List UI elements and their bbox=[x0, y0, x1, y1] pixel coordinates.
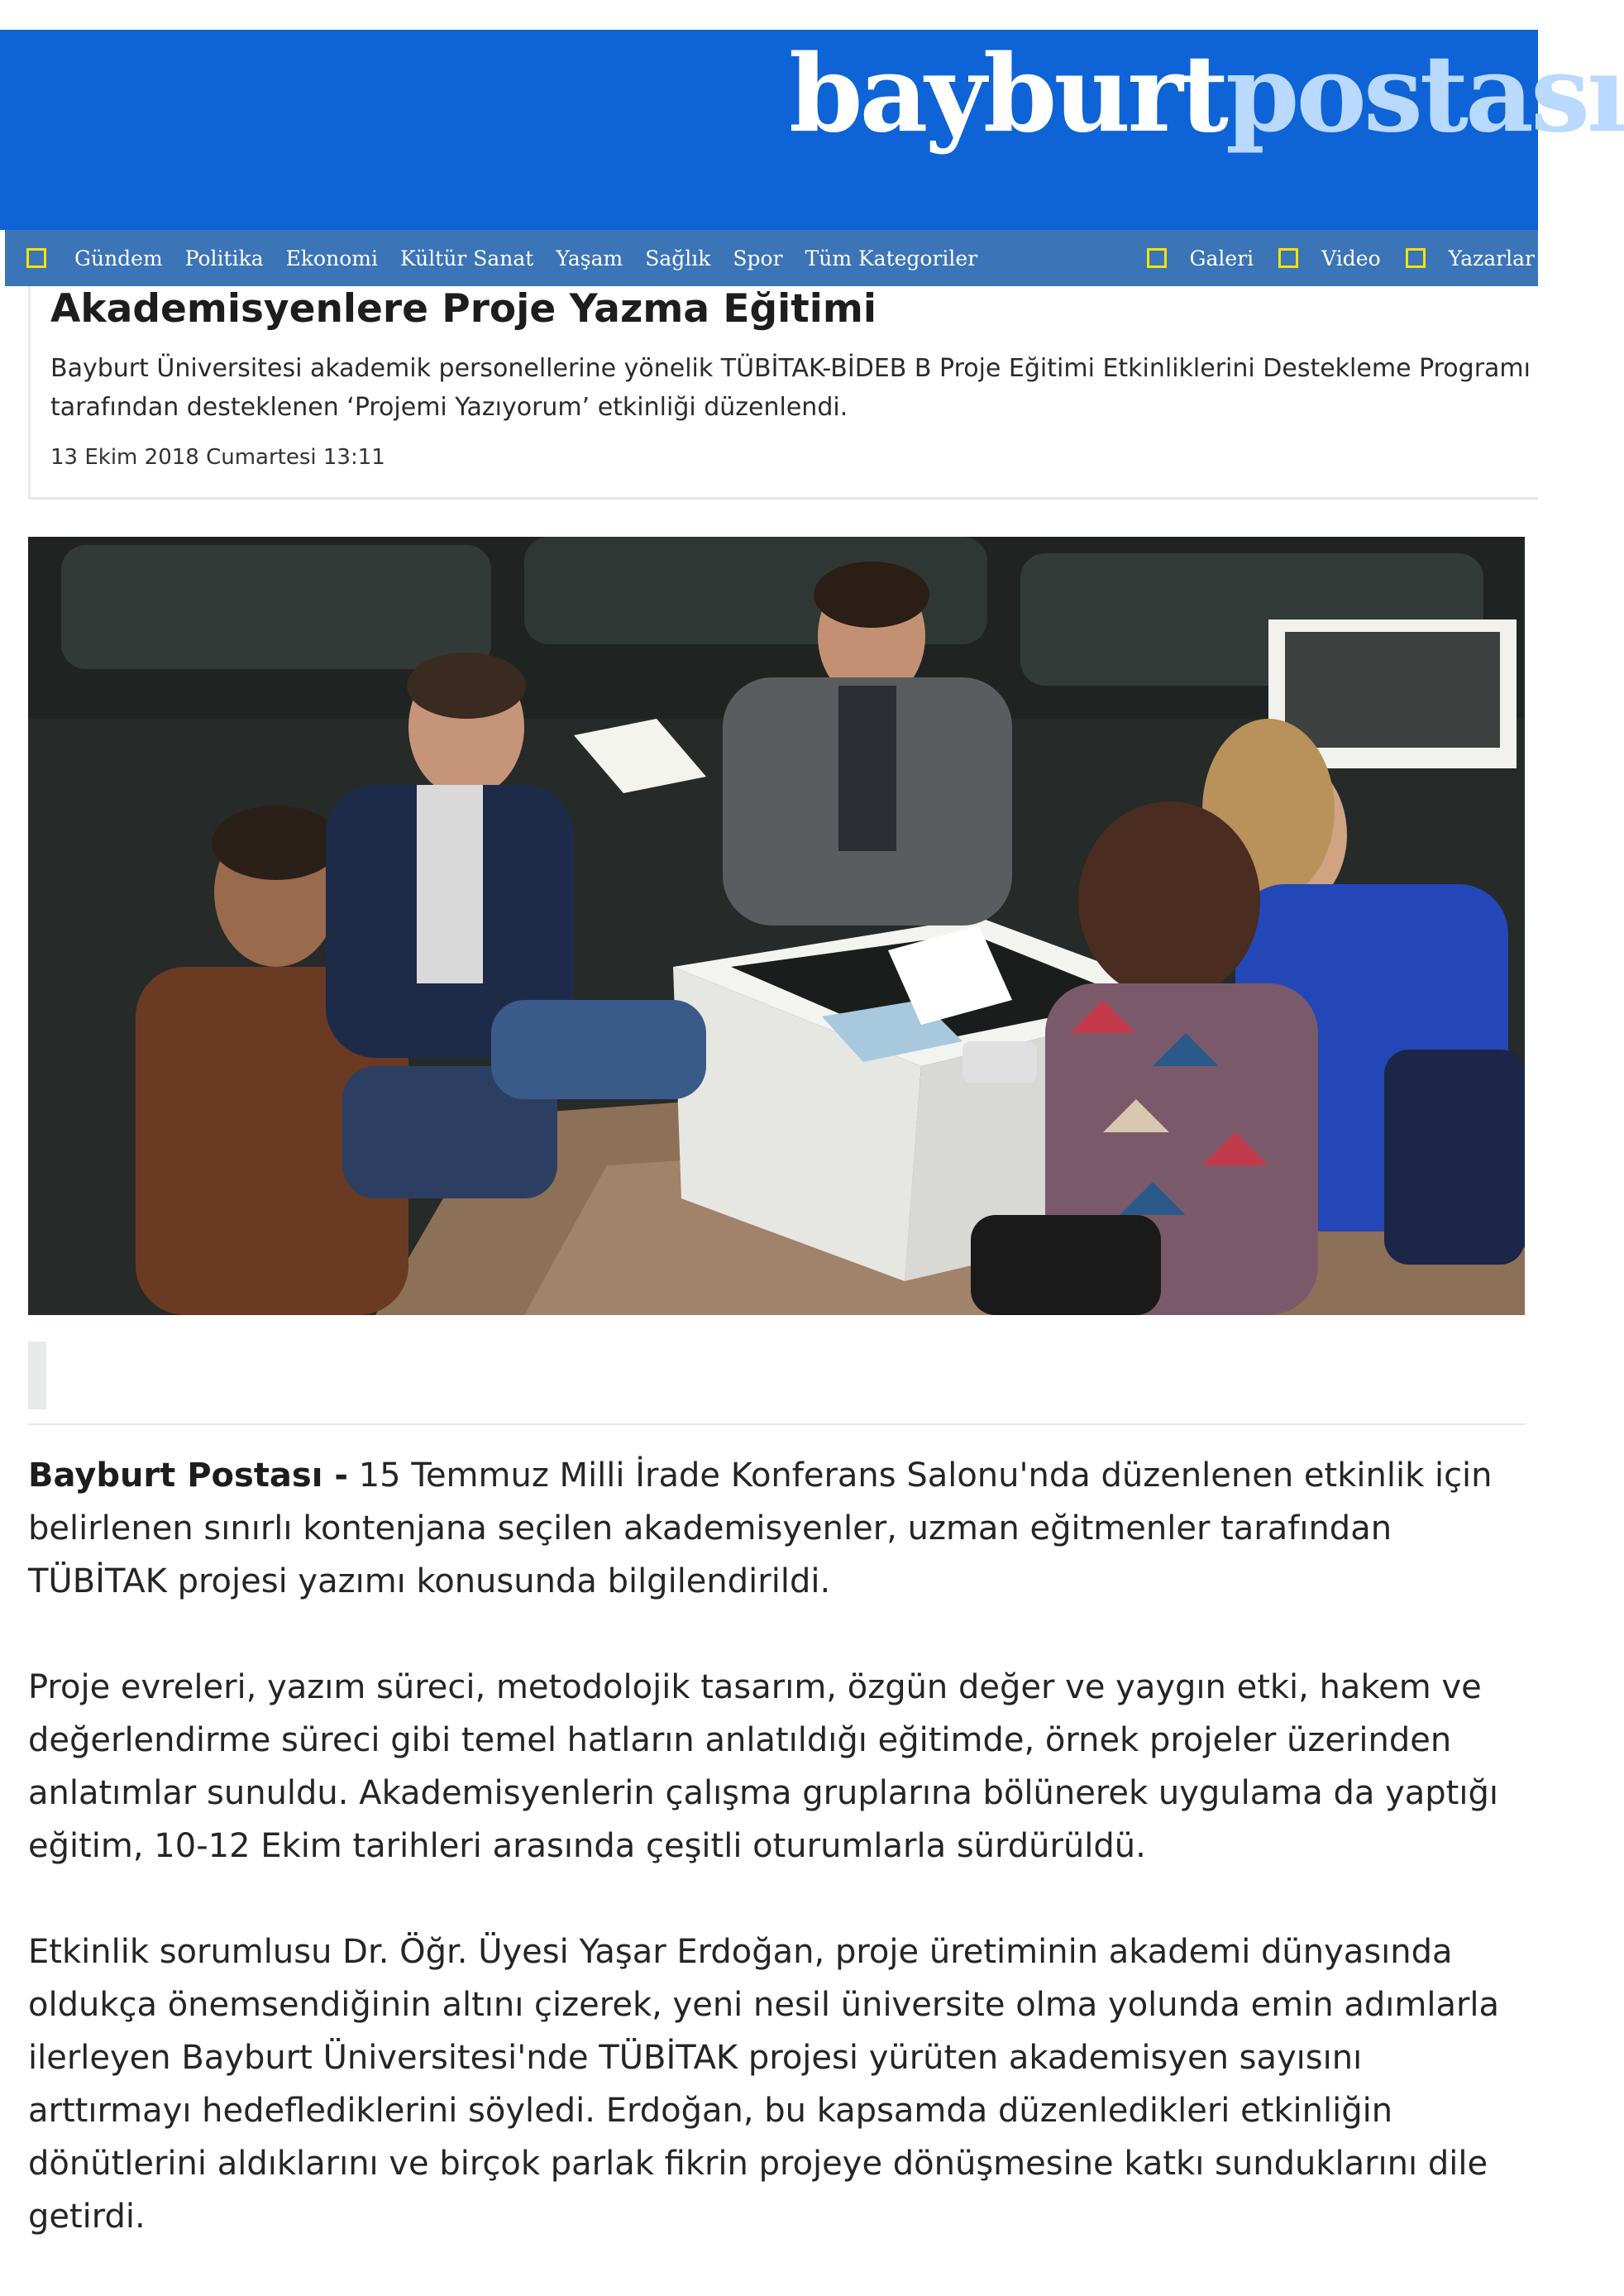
nav-item-yasam[interactable]: Yaşam bbox=[556, 246, 623, 270]
article-body bbox=[28, 1449, 1525, 2296]
nav-item-ekonomi[interactable]: Ekonomi bbox=[285, 246, 378, 270]
share-bar[interactable] bbox=[28, 1342, 46, 1409]
article-photo bbox=[28, 537, 1525, 1315]
logo-text-bayburt: bayburt bbox=[789, 32, 1225, 156]
article-paragraph-3: Etkinlik sorumlusu Dr. Öğr. Üyesi Yaşar Erdoğan, proje üretiminin akademi dünyasında oldukça önemsendiğinin altını çizerek, yeni nesil üniversite olma yolunda emin adımlarla ilerleyen Bayburt Üniversitesi'nde TÜBİTAK projesi yürüten akademisyen sayısını arttırmayı hedeflediklerini söyledi. Erdoğan, bu kapsamda düzenledikleri etkinliğin dönütlerini aldıklarını ve birçok parlak fikrin projeye dönüşmesine katkı sunduklarını dile getirdi. bbox=[28, 1933, 1500, 2236]
source-label: Bayburt Postası - bbox=[28, 1457, 348, 1495]
site-logo[interactable] bbox=[789, 32, 1624, 156]
nav-right-group bbox=[1122, 246, 1535, 270]
nav-item-yazarlar[interactable] bbox=[1406, 246, 1535, 270]
menu-square-icon[interactable] bbox=[26, 248, 46, 268]
nav-item-galeri[interactable] bbox=[1147, 246, 1254, 270]
article-title: Akademisyenlere Proje Yazma Eğitimi bbox=[50, 286, 876, 332]
nav-item-video[interactable] bbox=[1278, 246, 1380, 270]
nav-item-video-label: Video bbox=[1321, 246, 1381, 270]
article-paragraph-1-text: 15 Temmuz Milli İrade Konferans Salonu'nda düzenlenen etkinlik için belirlenen sınırlı kontenjana seçilen akademisyenler, uzman eğitmenler tarafından TÜBİTAK projesi yazımı konusunda bilgilendirildi. bbox=[28, 1457, 1493, 1600]
nav-item-tum-kategoriler[interactable]: Tüm Kategoriler bbox=[805, 246, 978, 270]
nav-item-yazarlar-label: Yazarlar bbox=[1448, 246, 1535, 270]
article-paragraph-1 bbox=[28, 1449, 1525, 1608]
nav-item-gundem[interactable]: Gündem bbox=[74, 246, 163, 270]
nav-item-kultur-sanat[interactable]: Kültür Sanat bbox=[399, 246, 534, 270]
article-header bbox=[28, 286, 1538, 500]
authors-square-icon bbox=[1406, 248, 1426, 268]
content-divider bbox=[28, 1423, 1525, 1425]
nav-item-politika[interactable]: Politika bbox=[184, 246, 264, 270]
nav-item-saglik[interactable]: Sağlık bbox=[645, 246, 711, 270]
article-paragraph-2: Proje evreleri, yazım süreci, metodolojik tasarım, özgün değer ve yaygın etki, hakem ve değerlendirme süreci gibi temel hatların anlatıldığı eğitimde, örnek projeler üzerinden anlatımlar sunuldu. Akademisyenlerin çalışma gruplarına bölünerek uygulama da yaptığı eğitim, 10-12 Ekim tarihleri arasında çeşitli oturumlarla sürdürüldü. bbox=[28, 1668, 1498, 1865]
main-navigation bbox=[5, 230, 1538, 286]
article-date: 13 Ekim 2018 Cumartesi 13:11 bbox=[50, 445, 385, 470]
video-square-icon bbox=[1278, 248, 1298, 268]
nav-item-spor[interactable]: Spor bbox=[733, 246, 783, 270]
nav-item-galeri-label: Galeri bbox=[1189, 246, 1254, 270]
gallery-square-icon bbox=[1147, 248, 1167, 268]
logo-text-postasi: postası bbox=[1225, 32, 1624, 156]
article-summary: Bayburt Üniversitesi akademik personellerine yönelik TÜBİTAK-BİDEB B Proje Eğitimi Etkinliklerini Destekleme Programı tarafından desteklenen ‘Projemi Yazıyorum’ etkinliği düzenlendi. bbox=[50, 354, 1531, 422]
